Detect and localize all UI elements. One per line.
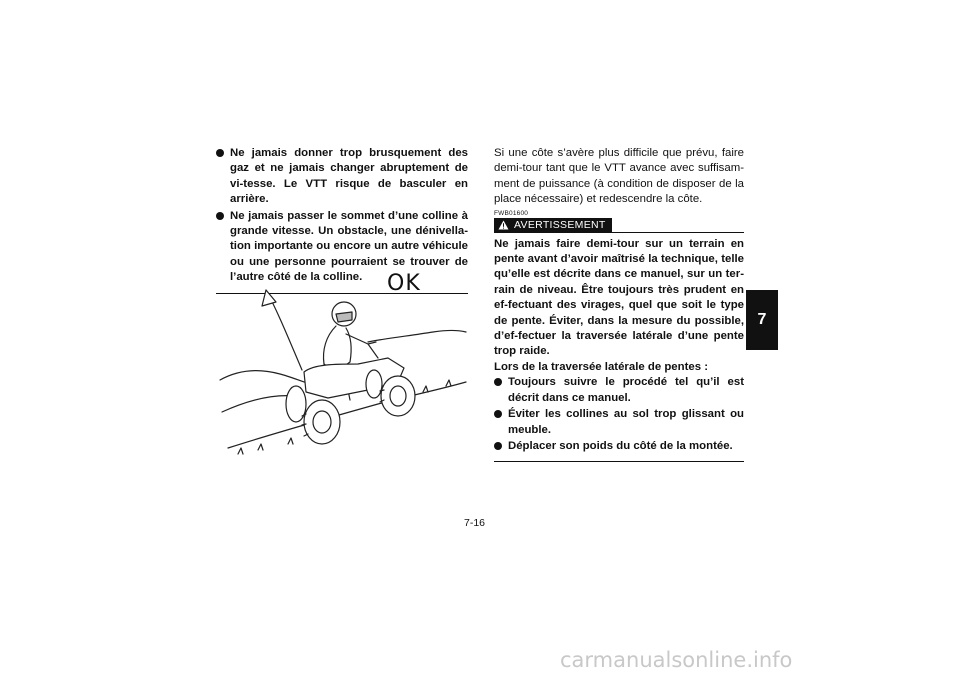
right-column <box>494 146 744 462</box>
bullet-text: Déplacer son poids du côté de la montée. <box>508 439 733 452</box>
bullet-dot-icon <box>216 149 224 157</box>
bullet-text: Ne jamais passer le sommet d’une colline à grande vitesse. Un obstacle, une dénivella-tion importante ou encore un autre véhicule ou une personne pourraient se trouver de l’autre côté de la colline. <box>230 209 468 284</box>
bullet-dot-icon <box>494 378 502 386</box>
warning-triangle-icon <box>498 220 509 230</box>
list-item <box>494 439 744 454</box>
watermark: carmanualsonline.info <box>560 648 793 672</box>
bullet-dot-icon <box>494 410 502 418</box>
warning-subtitle: Lors de la traversée latérale de pentes : <box>494 360 708 373</box>
atv-hill-illustration <box>218 272 468 468</box>
page-number: 7-16 <box>464 517 486 529</box>
bullet-text: Éviter les collines au sol trop glissant ou meuble. <box>508 408 744 436</box>
illustration-label: OK <box>387 271 421 296</box>
list-item <box>494 375 744 406</box>
chapter-tab: 7 <box>746 290 778 350</box>
left-bullet-list <box>216 146 468 286</box>
warning-bullet-list <box>494 375 744 454</box>
list-item <box>216 146 468 208</box>
warning-body: Ne jamais faire demi-tour sur un terrain en pente avant d’avoir maîtrisé la technique, telle qu’elle est décrite dans ce manuel, sur un ter-rain de niveau. Être toujours très prudent en ef-fectuant des virages, quel que soit le type de pente. Éviter, dans la mesure du possible, d’ef-fectuer la traversée latérale d’une pente trop raide. <box>494 237 744 358</box>
warning-code: FWB01600 <box>494 209 529 217</box>
bullet-text: Ne jamais donner trop brusquement des gaz et ne jamais changer abruptement de vi-tesse. Le VTT risque de basculer en arrière. <box>230 147 468 206</box>
warning-badge <box>494 218 612 233</box>
list-item <box>494 407 744 438</box>
warning-header-rule <box>612 232 744 233</box>
bullet-dot-icon <box>494 442 502 450</box>
intro-paragraph: Si une côte s’avère plus difficile que prévu, faire demi-tour tant que le VTT avance avec suffisam-ment de puissance (à condition de disposer de la place nécessaire) et redescendre la côte. <box>494 147 744 206</box>
bullet-text: Toujours suivre le procédé tel qu’il est décrit dans ce manuel. <box>508 376 744 404</box>
warning-header <box>494 218 744 233</box>
warning-end-divider <box>494 461 744 462</box>
bullet-dot-icon <box>216 212 224 220</box>
warning-label: AVERTISSEMENT <box>514 219 606 232</box>
